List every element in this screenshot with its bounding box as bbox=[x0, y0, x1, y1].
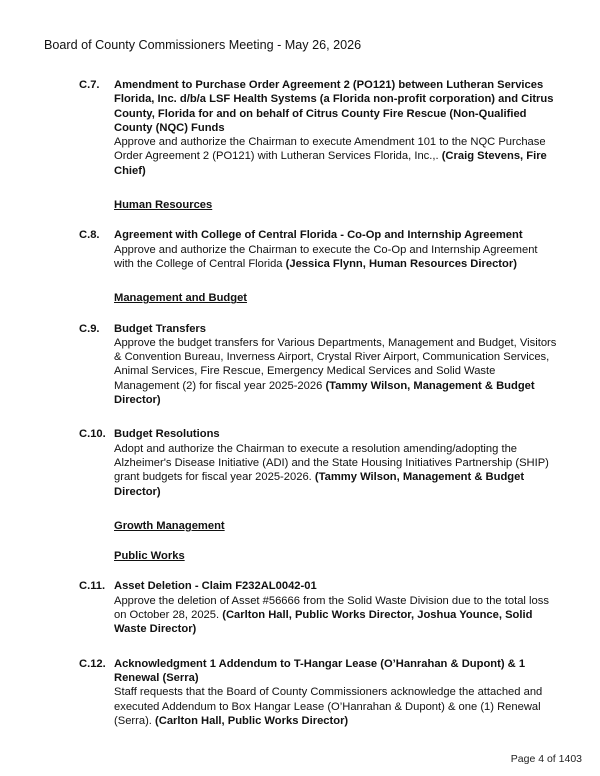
section-heading: Human Resources bbox=[114, 199, 213, 212]
item-description: Approve and authorize the Chairman to execute Amendment 101 to the NQC Purchase Order Agreement 2 (PO121) with Lutheran Services Florida, Inc.,. (Craig Stevens, Fire Chief) bbox=[114, 136, 547, 177]
page-number: Page 4 of 1403 bbox=[510, 753, 582, 765]
item-number: C.7. bbox=[79, 79, 100, 91]
item-title: Budget Resolutions bbox=[114, 428, 220, 441]
item-title: Amendment to Purchase Order Agreement 2 (PO121) between Lutheran Services Florida, Inc. d/b/a LSF Health Systems (a Florida non-profit corporation) and Citrus County, Florida for and on behalf of Citrus County Fire Rescue (Non-Qualified County (NQC) Funds bbox=[114, 79, 554, 134]
agenda-item bbox=[79, 657, 559, 728]
agenda-item bbox=[79, 427, 559, 498]
item-description: Adopt and authorize the Chairman to execute a resolution amending/adopting the Alzheimer's Disease Initiative (ADI) and the State Housing Initiatives Partnership (SHIP) grant budgets for fiscal year 2025-2026. (Tammy Wilson, Management & Budget Director) bbox=[114, 442, 549, 498]
item-title: Acknowledgment 1 Addendum to T-Hangar Lease (O’Hanrahan & Dupont) & 1 Renewal (Serra) bbox=[114, 657, 526, 684]
agenda-content bbox=[79, 78, 559, 748]
item-description: Approve the budget transfers for Various Departments, Management and Budget, Visitors & Convention Bureau, Inverness Airport, Crystal River Airport, Communication Services, Animal Services, Fire Rescue, Emergency Medical Services and Solid Waste Management (2) for fiscal year 2025-2026 (Tammy Wilson, Management & Budget Director) bbox=[114, 336, 557, 407]
section-heading: Public Works bbox=[114, 550, 185, 563]
item-contact: (Carlton Hall, Public Works Director, Joshua Younce, Solid Waste Director) bbox=[114, 609, 533, 636]
item-contact: (Craig Stevens, Fire Chief) bbox=[114, 150, 547, 177]
agenda-item bbox=[79, 228, 559, 271]
item-description: Staff requests that the Board of County Commissioners acknowledge the attached and executed Addendum to Box Hangar Lease (O’Hanrahan & Dupont) & one (1) Renewal (Serra). (Carlton Hall, Public Works Director) bbox=[114, 686, 543, 727]
page-header: Board of County Commissioners Meeting - May 26, 2026 bbox=[44, 38, 362, 52]
item-contact: (Tammy Wilson, Management & Budget Director) bbox=[114, 379, 535, 407]
item-number: C.9. bbox=[79, 322, 100, 335]
item-number: C.12. bbox=[79, 657, 106, 670]
item-description: Approve and authorize the Chairman to execute the Co-Op and Internship Agreement with the College of Central Florida (Jessica Flynn, Human Resources Director) bbox=[114, 243, 538, 270]
item-title: Asset Deletion - Claim F232AL0042-01 bbox=[114, 580, 317, 593]
agenda-item bbox=[79, 579, 559, 636]
section-heading: Growth Management bbox=[114, 519, 225, 532]
item-contact: (Jessica Flynn, Human Resources Director) bbox=[285, 257, 517, 270]
item-title: Agreement with College of Central Florida - Co-Op and Internship Agreement bbox=[114, 229, 523, 242]
item-contact: (Tammy Wilson, Management & Budget Director) bbox=[114, 471, 525, 498]
item-contact: (Carlton Hall, Public Works Director) bbox=[155, 714, 349, 727]
section-heading: Management and Budget bbox=[114, 292, 248, 305]
item-description: Approve the deletion of Asset #56666 from the Solid Waste Division due to the total loss on October 28, 2025. (Carlton Hall, Public Works Director, Joshua Younce, Solid Waste Director) bbox=[114, 594, 549, 636]
item-number: C.11. bbox=[79, 580, 106, 593]
agenda-item bbox=[79, 78, 559, 178]
agenda-item bbox=[79, 322, 559, 408]
item-number: C.8. bbox=[79, 229, 100, 242]
item-number: C.10. bbox=[79, 428, 106, 441]
item-title: Budget Transfers bbox=[114, 322, 207, 335]
